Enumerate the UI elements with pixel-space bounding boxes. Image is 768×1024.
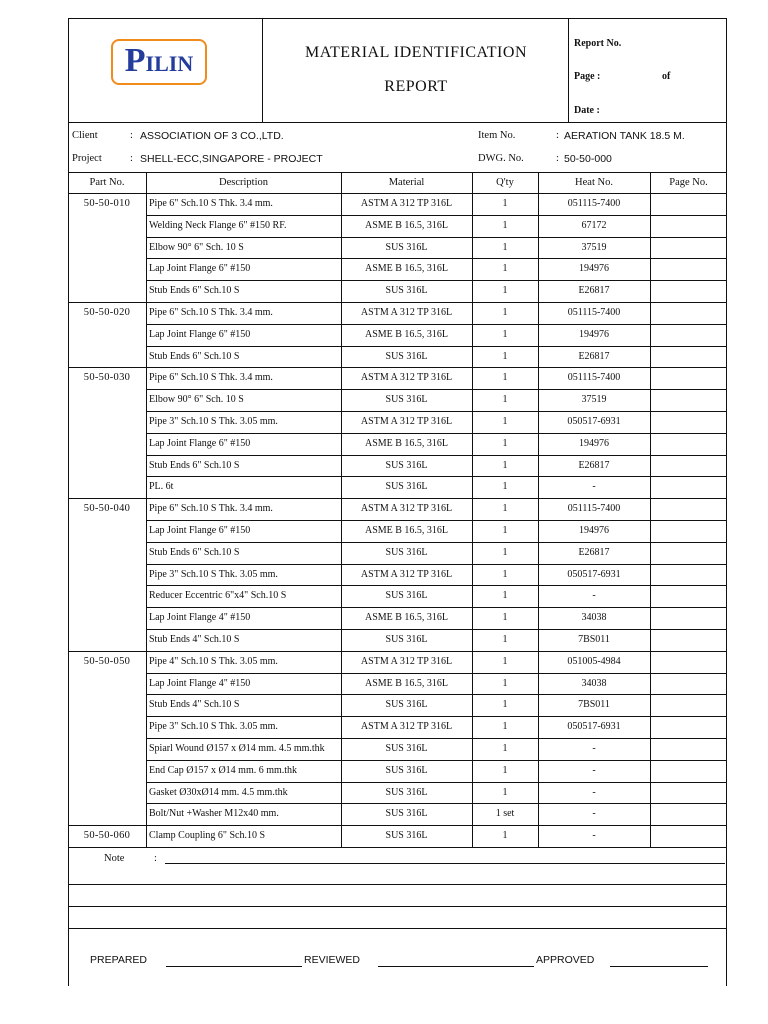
row-material: SUS 316L (385, 830, 428, 841)
row-heat-no: 051115-7400 (567, 372, 621, 383)
row-description: Pipe 6" Sch.10 S Thk. 3.4 mm. (149, 307, 273, 318)
row-part-no: 50-50-030 (83, 372, 131, 383)
table-group-divider (68, 825, 727, 826)
dwg-no-label: DWG. No. (478, 153, 524, 164)
row-heat-no: E26817 (578, 285, 610, 296)
row-description: Clamp Coupling 6" Sch.10 S (149, 830, 266, 841)
row-description: Pipe 6" Sch.10 S Thk. 3.4 mm. (149, 372, 273, 383)
row-material: ASTM A 312 TP 316L (360, 721, 453, 732)
row-qty: 1 (502, 656, 508, 667)
row-qty: 1 (502, 765, 508, 776)
item-no-label: Item No. (478, 130, 516, 141)
table-row-divider (146, 673, 727, 674)
row-material: SUS 316L (385, 481, 428, 492)
row-material: ASME B 16.5, 316L (364, 612, 449, 623)
row-qty: 1 (502, 634, 508, 645)
row-qty: 1 (502, 612, 508, 623)
row-material: ASTM A 312 TP 316L (360, 372, 453, 383)
prepared-signature-line[interactable] (166, 966, 302, 967)
row-qty: 1 (502, 285, 508, 296)
header-divider-left (262, 18, 263, 122)
row-description: Pipe 3" Sch.10 S Thk. 3.05 mm. (149, 721, 278, 732)
project-colon: : (130, 153, 133, 164)
row-part-no: 50-50-060 (83, 830, 131, 841)
table-row-divider (146, 280, 727, 281)
row-heat-no: - (592, 787, 596, 798)
header-page-no: Page No. (669, 177, 708, 188)
row-description: Welding Neck Flange 6" #150 RF. (149, 220, 287, 231)
row-heat-no: 37519 (581, 242, 607, 253)
header-qty: Q'ty (496, 177, 514, 188)
note-line-3 (68, 906, 727, 907)
table-row-divider (146, 760, 727, 761)
project-label: Project (72, 153, 102, 164)
date-label: Date : (574, 105, 600, 116)
table-row-divider (146, 542, 727, 543)
header-part-no: Part No. (89, 177, 125, 188)
table-group-divider (68, 651, 727, 652)
row-description: Stub Ends 6" Sch.10 S (149, 285, 240, 296)
reviewed-signature-line[interactable] (378, 966, 534, 967)
table-row-divider (146, 433, 727, 434)
row-qty: 1 (502, 438, 508, 449)
client-colon: : (130, 130, 133, 141)
row-qty: 1 set (495, 808, 515, 819)
row-description: Pipe 4" Sch.10 S Thk. 3.05 mm. (149, 656, 278, 667)
dwg-colon: : (556, 153, 559, 164)
table-column-divider (146, 172, 147, 847)
table-header-bottom-line (68, 193, 727, 194)
item-no-value: AERATION TANK 18.5 M. (564, 130, 685, 142)
header-divider-right (568, 18, 569, 122)
header-description: Description (219, 177, 268, 188)
row-material: SUS 316L (385, 590, 428, 601)
row-heat-no: - (592, 830, 596, 841)
row-qty: 1 (502, 547, 508, 558)
row-heat-no: - (592, 808, 596, 819)
note-colon: : (154, 853, 157, 864)
row-description: Lap Joint Flange 6" #150 (149, 263, 251, 274)
header-material: Material (388, 177, 425, 188)
row-qty: 1 (502, 307, 508, 318)
approved-label: APPROVED (536, 954, 595, 966)
page-of-label: of (662, 71, 671, 82)
table-row-divider (146, 694, 727, 695)
row-heat-no: E26817 (578, 547, 610, 558)
row-qty: 1 (502, 699, 508, 710)
prepared-label: PREPARED (90, 954, 147, 966)
client-label: Client (72, 130, 98, 141)
row-description: Pipe 6" Sch.10 S Thk. 3.4 mm. (149, 503, 273, 514)
row-part-no: 50-50-040 (83, 503, 131, 514)
row-heat-no: 34038 (581, 678, 607, 689)
row-qty: 1 (502, 416, 508, 427)
row-heat-no: 050517-6931 (567, 416, 621, 427)
table-row-divider (146, 215, 727, 216)
project-value: SHELL-ECC,SINGAPORE - PROJECT (140, 153, 323, 165)
row-material: ASME B 16.5, 316L (364, 220, 449, 231)
row-qty: 1 (502, 460, 508, 471)
row-material: SUS 316L (385, 808, 428, 819)
signoff-top-line (68, 928, 727, 929)
row-heat-no: - (592, 590, 596, 601)
row-heat-no: 050517-6931 (567, 721, 621, 732)
row-heat-no: 37519 (581, 394, 607, 405)
row-heat-no: 194976 (579, 525, 609, 536)
outer-border-top (68, 18, 727, 19)
row-heat-no: 34038 (581, 612, 607, 623)
row-material: ASME B 16.5, 316L (364, 438, 449, 449)
table-row-divider (146, 520, 727, 521)
row-description: Lap Joint Flange 6" #150 (149, 438, 251, 449)
row-qty: 1 (502, 481, 508, 492)
logo-letters: ILIN (145, 51, 194, 76)
row-qty: 1 (502, 830, 508, 841)
row-qty: 1 (502, 569, 508, 580)
row-material: SUS 316L (385, 394, 428, 405)
dwg-no-value: 50-50-000 (564, 153, 612, 165)
row-description: Stub Ends 4" Sch.10 S (149, 699, 240, 710)
row-material: ASME B 16.5, 316L (364, 678, 449, 689)
row-material: ASTM A 312 TP 316L (360, 656, 453, 667)
row-material: SUS 316L (385, 699, 428, 710)
row-heat-no: - (592, 481, 596, 492)
row-description: Lap Joint Flange 6" #150 (149, 525, 251, 536)
table-row-divider (146, 564, 727, 565)
table-row-divider (146, 346, 727, 347)
row-description: Reducer Eccentric 6"x4" Sch.10 S (149, 590, 287, 601)
row-heat-no: 67172 (581, 220, 607, 231)
table-group-divider (68, 367, 727, 368)
row-description: Stub Ends 6" Sch.10 S (149, 460, 240, 471)
row-material: SUS 316L (385, 351, 428, 362)
row-material: SUS 316L (385, 634, 428, 645)
table-row-divider (146, 411, 727, 412)
row-heat-no: 051115-7400 (567, 503, 621, 514)
table-row-divider (146, 476, 727, 477)
row-qty: 1 (502, 721, 508, 732)
row-description: Pipe 3" Sch.10 S Thk. 3.05 mm. (149, 569, 278, 580)
row-qty: 1 (502, 394, 508, 405)
row-description: Pipe 3" Sch.10 S Thk. 3.05 mm. (149, 416, 278, 427)
row-description: Lap Joint Flange 4" #150 (149, 678, 251, 689)
row-description: Elbow 90° 6" Sch. 10 S (149, 394, 244, 405)
row-heat-no: - (592, 743, 596, 754)
row-description: Stub Ends 4" Sch.10 S (149, 634, 240, 645)
row-heat-no: 194976 (579, 329, 609, 340)
table-row-divider (146, 607, 727, 608)
row-description: Lap Joint Flange 6" #150 (149, 329, 251, 340)
row-part-no: 50-50-020 (83, 307, 131, 318)
row-qty: 1 (502, 372, 508, 383)
row-heat-no: 7BS011 (578, 634, 610, 645)
report-sheet (68, 18, 727, 986)
table-row-divider (146, 455, 727, 456)
row-description: Lap Joint Flange 4" #150 (149, 612, 251, 623)
row-part-no: 50-50-050 (83, 656, 131, 667)
row-description: End Cap Ø157 x Ø14 mm. 6 mm.thk (149, 765, 298, 776)
logo-letter-p: P (124, 42, 146, 79)
report-title-line1: MATERIAL IDENTIFICATION (305, 44, 527, 61)
row-qty: 1 (502, 198, 508, 209)
table-row-divider (146, 782, 727, 783)
row-heat-no: 194976 (579, 438, 609, 449)
row-material: SUS 316L (385, 460, 428, 471)
table-group-divider (68, 302, 727, 303)
reviewed-label: REVIEWED (304, 954, 361, 966)
row-description: Stub Ends 6" Sch.10 S (149, 547, 240, 558)
note-underline-1 (165, 863, 725, 864)
row-qty: 1 (502, 590, 508, 601)
row-material: ASTM A 312 TP 316L (360, 416, 453, 427)
note-label: Note (104, 853, 125, 864)
row-material: ASME B 16.5, 316L (364, 263, 449, 274)
row-heat-no: 194976 (579, 263, 609, 274)
row-material: ASTM A 312 TP 316L (360, 569, 453, 580)
row-heat-no: - (592, 765, 596, 776)
row-qty: 1 (502, 787, 508, 798)
row-material: SUS 316L (385, 242, 428, 253)
table-row-divider (146, 585, 727, 586)
row-material: ASTM A 312 TP 316L (360, 307, 453, 318)
row-heat-no: 051005-4984 (567, 656, 621, 667)
note-line-2 (68, 884, 727, 885)
row-qty: 1 (502, 263, 508, 274)
report-no-label: Report No. (574, 38, 622, 49)
table-row-divider (146, 237, 727, 238)
table-row-divider (146, 716, 727, 717)
report-title-line2: REPORT (384, 78, 448, 95)
row-description: Spiarl Wound Ø157 x Ø14 mm. 4.5 mm.thk (149, 743, 325, 754)
row-description: Stub Ends 6" Sch.10 S (149, 351, 240, 362)
row-qty: 1 (502, 351, 508, 362)
page-label: Page : (574, 71, 601, 82)
table-row-divider (146, 324, 727, 325)
row-material: ASME B 16.5, 316L (364, 329, 449, 340)
header-heat-no: Heat No. (575, 177, 613, 188)
outer-border-right (726, 18, 727, 986)
client-value: ASSOCIATION OF 3 CO.,LTD. (140, 130, 284, 142)
row-qty: 1 (502, 220, 508, 231)
row-material: SUS 316L (385, 743, 428, 754)
table-group-divider (68, 498, 727, 499)
row-qty: 1 (502, 525, 508, 536)
item-colon: : (556, 130, 559, 141)
table-row-divider (146, 389, 727, 390)
row-qty: 1 (502, 743, 508, 754)
row-material: SUS 316L (385, 787, 428, 798)
row-heat-no: 051115-7400 (567, 307, 621, 318)
row-material: SUS 316L (385, 765, 428, 776)
row-description: Bolt/Nut +Washer M12x40 mm. (149, 808, 279, 819)
row-description: Elbow 90° 6" Sch. 10 S (149, 242, 244, 253)
row-material: SUS 316L (385, 547, 428, 558)
row-qty: 1 (502, 242, 508, 253)
row-qty: 1 (502, 503, 508, 514)
row-description: Pipe 6" Sch.10 S Thk. 3.4 mm. (149, 198, 273, 209)
row-heat-no: E26817 (578, 460, 610, 471)
table-column-divider (650, 172, 651, 847)
table-row-divider (146, 803, 727, 804)
row-description: PL. 6t (149, 481, 174, 492)
row-part-no: 50-50-010 (83, 198, 131, 209)
row-material: ASME B 16.5, 316L (364, 525, 449, 536)
table-row-divider (146, 629, 727, 630)
row-qty: 1 (502, 329, 508, 340)
row-heat-no: 7BS011 (578, 699, 610, 710)
row-material: SUS 316L (385, 285, 428, 296)
table-row-divider (146, 738, 727, 739)
row-qty: 1 (502, 678, 508, 689)
row-description: Gasket Ø30xØ14 mm. 4.5 mm.thk (149, 787, 288, 798)
table-top-line (68, 172, 727, 173)
row-heat-no: 050517-6931 (567, 569, 621, 580)
approved-signature-line[interactable] (610, 966, 708, 967)
logo-text (113, 39, 205, 86)
company-logo (111, 39, 207, 85)
row-heat-no: E26817 (578, 351, 610, 362)
row-material: ASTM A 312 TP 316L (360, 503, 453, 514)
table-bottom-line (68, 847, 727, 848)
row-heat-no: 051115-7400 (567, 198, 621, 209)
table-row-divider (146, 258, 727, 259)
row-material: ASTM A 312 TP 316L (360, 198, 453, 209)
header-bottom-line (68, 122, 727, 123)
